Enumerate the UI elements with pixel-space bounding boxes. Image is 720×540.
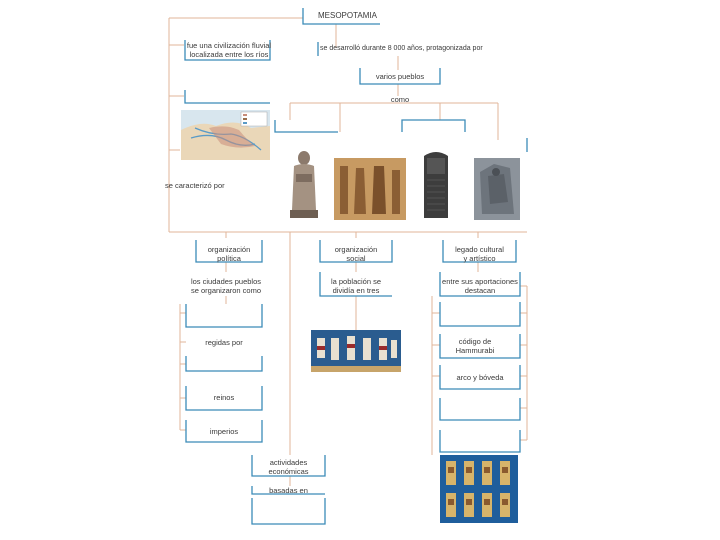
- legado-text-line-2: destacan: [464, 286, 496, 296]
- peoples-text: varios pueblos: [375, 72, 425, 81]
- map-image: [181, 110, 270, 160]
- codigo-line-2: Hammurabi: [455, 346, 495, 356]
- banner-image: [311, 330, 401, 372]
- legado-line-1: legado cultural: [455, 245, 504, 254]
- cities-text: [186, 277, 266, 296]
- basadas-text: basadas en: [269, 486, 308, 495]
- codigo-text: [440, 337, 510, 356]
- legado-text: [440, 277, 520, 296]
- actividades-line-1: actividades: [269, 458, 308, 467]
- codigo-line-1: código de: [458, 337, 492, 346]
- characterized-text: se caracterizó por: [165, 181, 225, 190]
- org-social-line-1: organización: [334, 245, 378, 254]
- lamassu-image: [474, 158, 520, 220]
- org-politica-line-1: organización: [207, 245, 251, 254]
- como-text: como: [390, 95, 410, 104]
- org-politica: [196, 245, 262, 264]
- org-social-line-2: social: [346, 254, 366, 264]
- imperios-text: imperios: [209, 427, 239, 436]
- actividades-text: [252, 458, 325, 477]
- legado: [443, 245, 516, 264]
- title-mesopotamia: MESOPOTAMIA: [318, 11, 377, 20]
- cities-line-1: los ciudades pueblos: [190, 277, 262, 286]
- statue-image: [286, 148, 322, 220]
- ruled-text: regidas por: [205, 338, 243, 347]
- arco-text: arco y bóveda: [456, 373, 504, 382]
- actividades-line-2: económicas: [268, 467, 309, 477]
- legado-text-line-1: entre sus aportaciones: [442, 277, 518, 286]
- social-line-1: la población se: [330, 277, 382, 286]
- reinos-text: reinos: [213, 393, 235, 402]
- evolution-text: se desarrolló durante 8 000 años, protagonizada por: [320, 45, 483, 52]
- river-text: [186, 41, 272, 60]
- river-text-line-2: localizada entre los ríos: [189, 50, 269, 60]
- cities-line-2: se organizaron como: [190, 286, 262, 296]
- social-text: [320, 277, 392, 296]
- org-politica-line-2: política: [217, 254, 241, 264]
- stele-image: [418, 148, 454, 220]
- social-line-2: dividía en tres: [332, 286, 380, 296]
- org-social: [320, 245, 392, 264]
- ishtar-image: [440, 455, 518, 523]
- river-text-line-1: fue una civilización fluvial: [186, 41, 272, 50]
- relief-image: [334, 158, 406, 220]
- legado-line-2: y artístico: [463, 254, 496, 264]
